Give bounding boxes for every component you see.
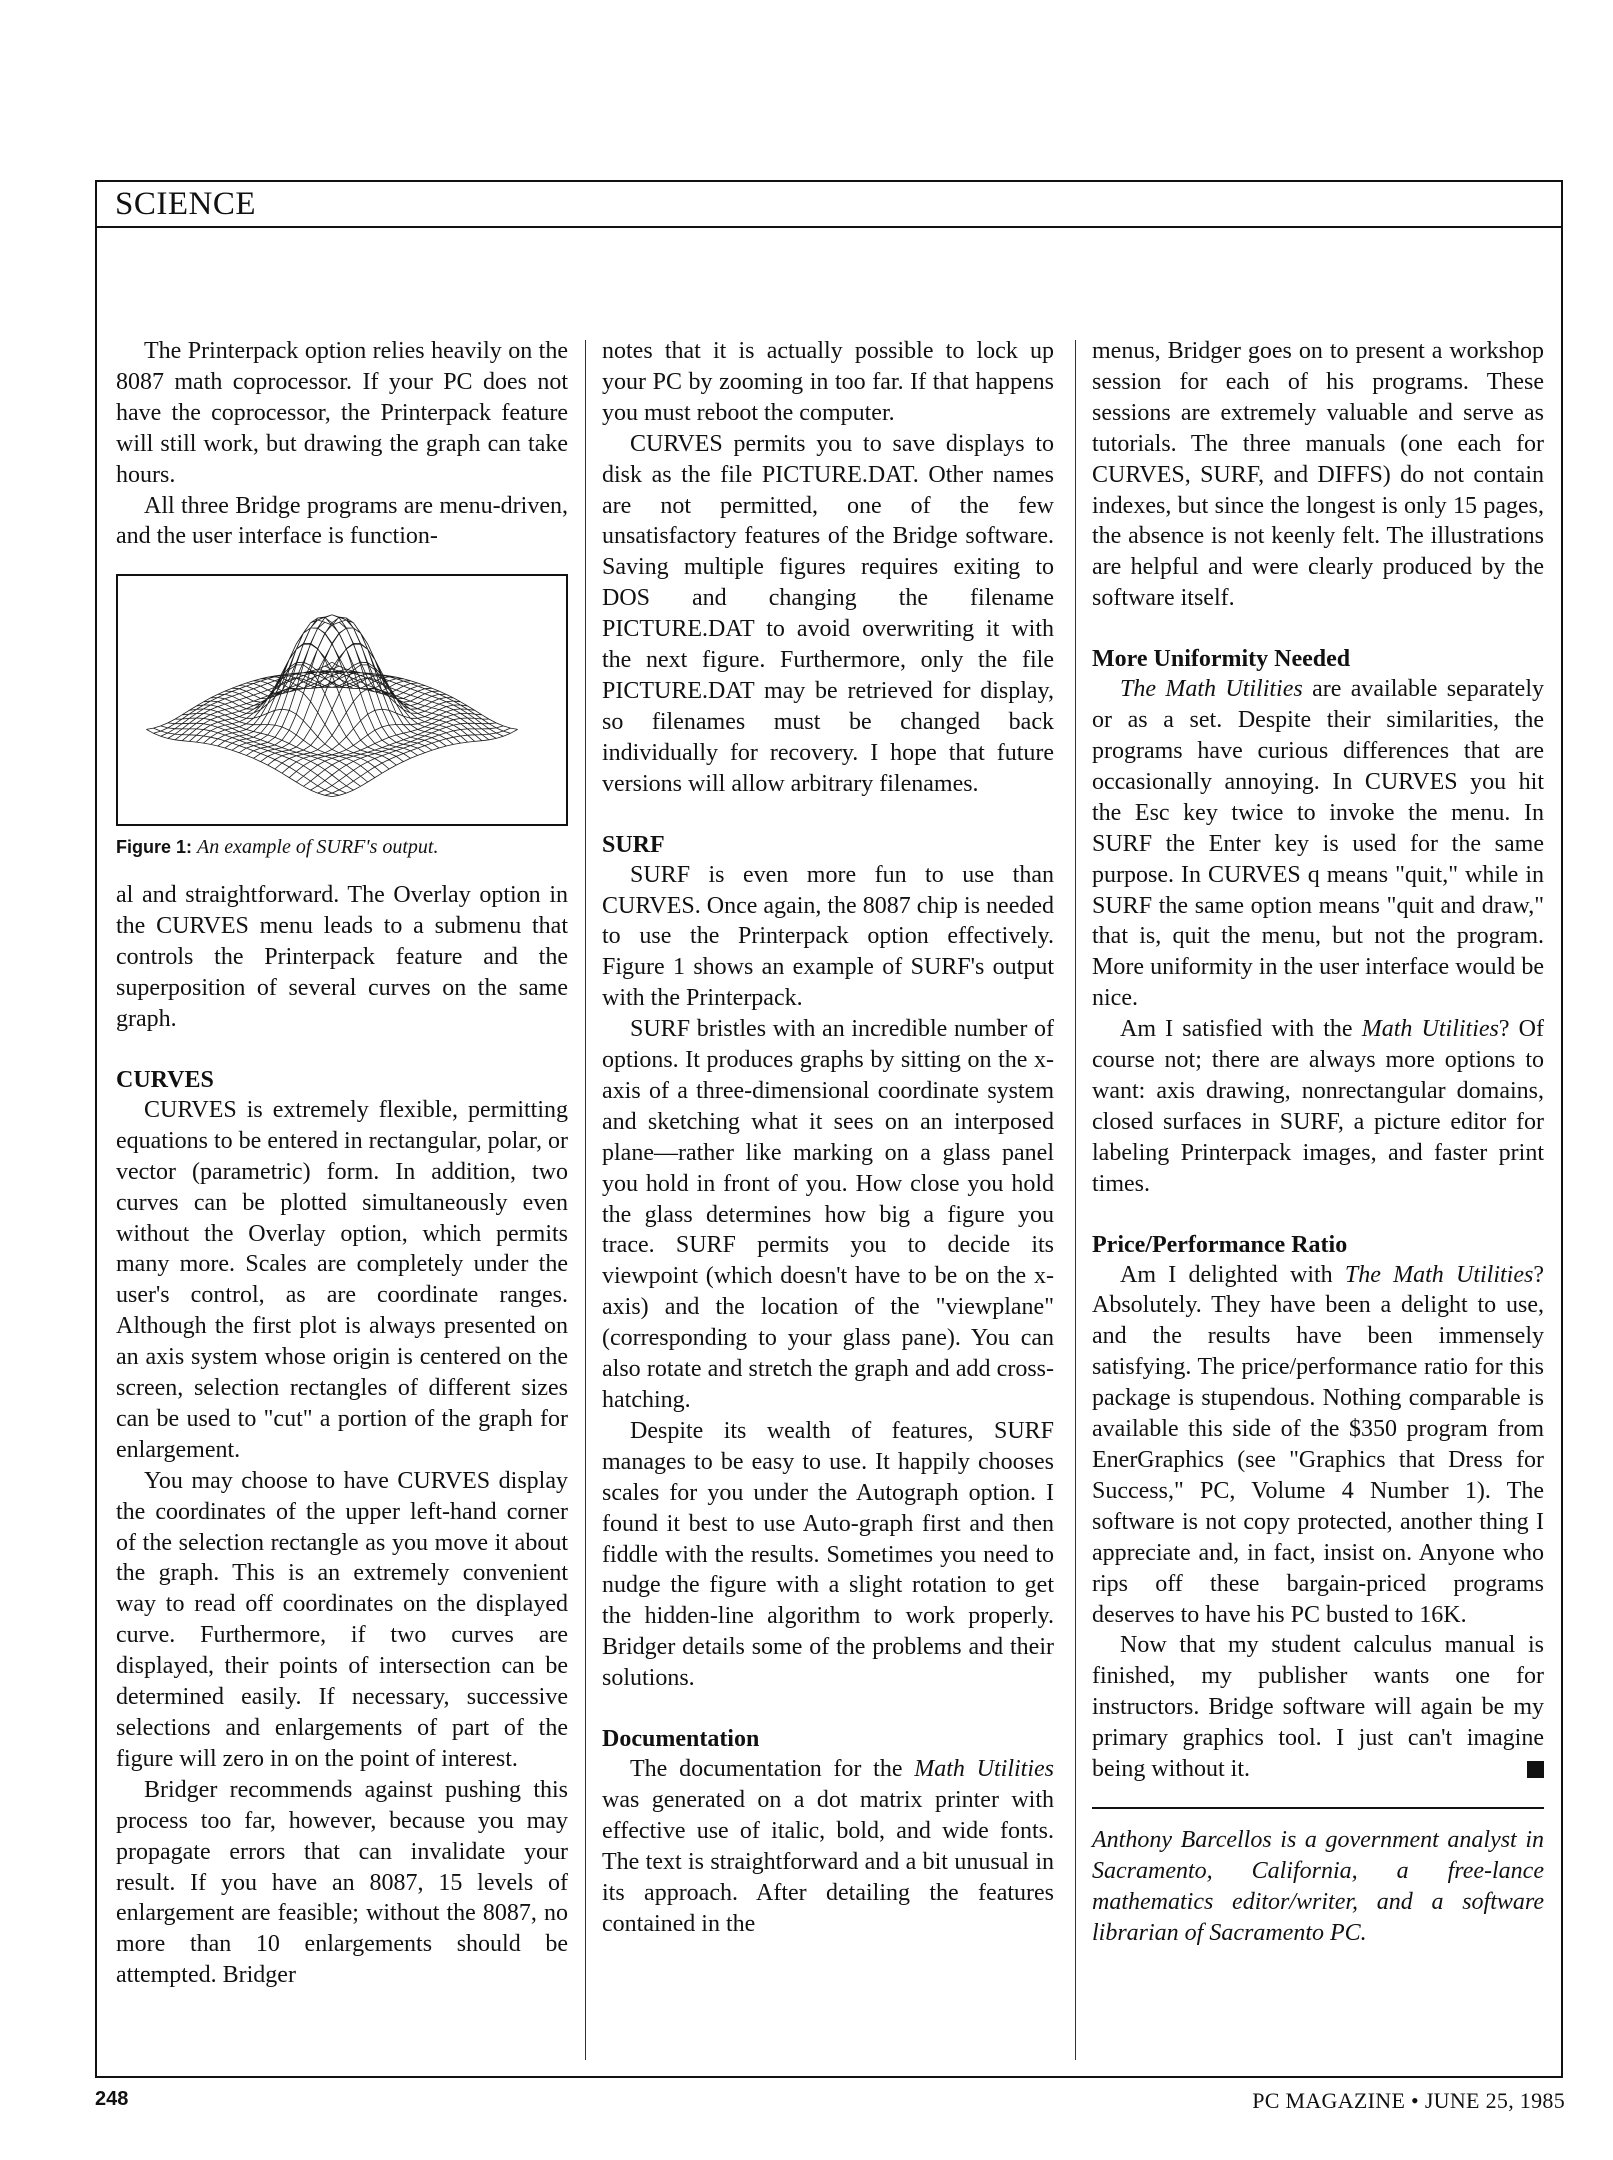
paragraph: SURF bristles with an incredible number of options. It produces graphs by sitting on the x-axis of a three-dimensional coordinate system and sketching what it sees on an interposed plane—rather like marking on a glass panel you hold in front of you. How close you hold the glass determines how big a figure you trace. SURF permits you to decide its viewpoint (which doesn't have to be on the x-axis) and the location of the "viewplane" (corresponding to your glass pane). You can also rotate and stretch the graph and add cross-hatching.	[602, 1016, 1054, 1413]
paragraph: Bridger recommends against pushing this process too far, however, because you may propagate errors that can invalidate your result. If you have an 8087, 15 levels of enlargement are feasible; without the 8087, no more than 10 enlargements should be attempted. Bridger	[116, 1776, 568, 1989]
paragraph: menus, Bridger goes on to present a workshop session for each of his programs. These sessions are extremely valuable and serve as tutorials. The three manuals (one each for CURVES, SURF, and DIFFS) do not contain indexes, but since the longest is only 15 pages, the absence is not keenly felt. The illustrations are helpful and were clearly produced by the software itself.	[1092, 338, 1544, 612]
paragraph: notes that it is actually possible to lock up your PC by zooming in too far. If that happens you must reboot the computer.	[602, 338, 1054, 426]
section-heading-documentation: Documentation	[602, 1726, 760, 1753]
emphasis: The Math Utilities	[1120, 676, 1303, 703]
text-run: The documentation for the	[630, 1756, 915, 1783]
paragraph: All three Bridge programs are menu-driven, and the user interface is function-	[116, 492, 568, 550]
column-divider	[585, 340, 586, 2060]
text-run: Am I delighted with	[1120, 1261, 1345, 1288]
section-heading-uniformity: More Uniformity Needed	[1092, 646, 1351, 673]
figure-caption-text: An example of SURF's output.	[197, 836, 439, 859]
end-of-article-icon	[1527, 1761, 1544, 1778]
emphasis: Math Utilities	[914, 1756, 1054, 1783]
text-run: Now that my student calculus manual is finished, my publisher wants one for instructors. Bridge software will again be my primary graphics tool. I just can't imagine being without it.	[1092, 1632, 1544, 1783]
text-run: Am I satisfied with the	[1120, 1016, 1362, 1043]
figure-caption-label: Figure 1:	[116, 837, 193, 858]
surface-mesh	[146, 615, 517, 797]
column-divider	[1075, 340, 1076, 2060]
article-column-1	[116, 336, 568, 1991]
paragraph	[1092, 674, 1544, 1014]
emphasis: The Math Utilities	[1344, 1261, 1534, 1288]
paragraph	[1092, 1014, 1544, 1199]
article-column-2	[602, 336, 1054, 1940]
paragraph	[602, 1754, 1054, 1939]
page-number: 248	[95, 2088, 129, 2110]
paragraph	[1092, 1630, 1544, 1785]
text-run: was generated on a dot matrix printer with effective use of italic, bold, and wide fonts. The text is straightforward and a bit unusual in its approach. After detailing the features contained in the	[602, 1786, 1054, 1937]
paragraph: CURVES permits you to save displays to disk as the file PICTURE.DAT. Other names are not permitted, one of the few unsatisfactory features of the Bridge software. Saving multiple figures requires exiting to DOS and changing the filename PICTURE.DAT to avoid overwriting it with the next figure. Furthermore, only the file PICTURE.DAT may be retrieved for display, so filenames must be changed back individually for recovery. I hope that future versions will allow arbitrary filenames.	[602, 430, 1054, 797]
author-bio: Anthony Barcellos is a government analyst in Sacramento, California, a free-lance mathematics editor/writer, and a software librarian of Sacramento PC.	[1092, 1807, 1544, 1949]
text-run: ? Of course not; there are always more options to want: axis drawing, nonrectangular domains, closed surfaces in SURF, a picture editor for labeling Printerpack images, and faster print times.	[1092, 1016, 1545, 1197]
section-heading-curves: CURVES	[116, 1066, 214, 1093]
section-header	[95, 180, 1563, 228]
section-title: SCIENCE	[115, 186, 257, 222]
publication-line: PC MAGAZINE • JUNE 25, 1985	[1252, 2088, 1565, 2113]
paragraph	[1092, 1260, 1544, 1631]
paragraph: SURF is even more fun to use than CURVES. Once again, the 8087 chip is needed to use the Printerpack option effectively. Figure 1 shows an example of SURF's output with the Printerpack.	[602, 861, 1054, 1012]
paragraph: al and straightforward. The Overlay option in the CURVES menu leads to a submenu that controls the Printerpack feature and the superposition of several curves on the same graph.	[116, 882, 568, 1032]
paragraph: CURVES is extremely flexible, permitting equations to be entered in rectangular, polar, or vector (parametric) form. In addition, two curves can be plotted simultaneously even without the Overlay option, which permits many more. Scales are completely under the user's control, as are coordinate ranges. Although the first plot is always presented on an axis system whose origin is centered on the screen, selection rectangles of different sizes can be used to "cut" a portion of the graph for enlargement.	[116, 1096, 568, 1463]
article-column-3	[1092, 336, 1544, 1949]
paragraph: You may choose to have CURVES display the coordinates of the upper left-hand corner of the selection rectangle as you move it about the graph. This is an extremely convenient way to read off coordinates on the displayed curve. Furthermore, if two curves are displayed, their points of intersection can be determined easily. If necessary, successive selections and enlargements of part of the figure will zero in on the point of interest.	[116, 1467, 568, 1772]
text-run: are available separately or as a set. Despite their similarities, the programs have curious differences that are occasionally annoying. In CURVES you hit the Esc key twice to invoke the menu. In SURF the Enter key is used for the same purpose. In CURVES q means "quit," while in SURF the same option means "quit and draw," that is, quit the menu, but not the program. More uniformity in the user interface would be nice.	[1092, 676, 1544, 1012]
surface-plot-graphic	[118, 576, 566, 824]
section-heading-surf: SURF	[602, 831, 665, 858]
section-heading-price-performance: Price/Performance Ratio	[1092, 1231, 1348, 1258]
emphasis: Math Utilities	[1361, 1016, 1499, 1043]
text-run: ? Absolutely. They have been a delight to use, and the results have been immensely satisfying. The price/performance ratio for this package is stupendous. Nothing comparable is available this side of the $350 program from EnerGraphics (see "Graphics that Dress for Success," PC, Volume 4 Number 1). The software is not copy protected, another thing I appreciate and, in fact, insist on. Anyone who rips off these bargain-priced programs deserves to have his PC busted to 16K.	[1092, 1261, 1544, 1628]
paragraph: The Printerpack option relies heavily on the 8087 math coprocessor. If your PC does not have the coprocessor, the Printerpack feature will still work, but drawing the graph can take hours.	[116, 338, 568, 488]
figure-1	[116, 574, 568, 826]
figure-caption	[116, 834, 568, 860]
paragraph: Despite its wealth of features, SURF manages to be easy to use. It happily chooses scales for you under the Autograph option. I found it best to use Auto-graph first and then fiddle with the results. Sometimes you need to nudge the figure with a slight rotation to get the hidden-line algorithm to work properly. Bridger details some of the problems and their solutions.	[602, 1417, 1054, 1692]
